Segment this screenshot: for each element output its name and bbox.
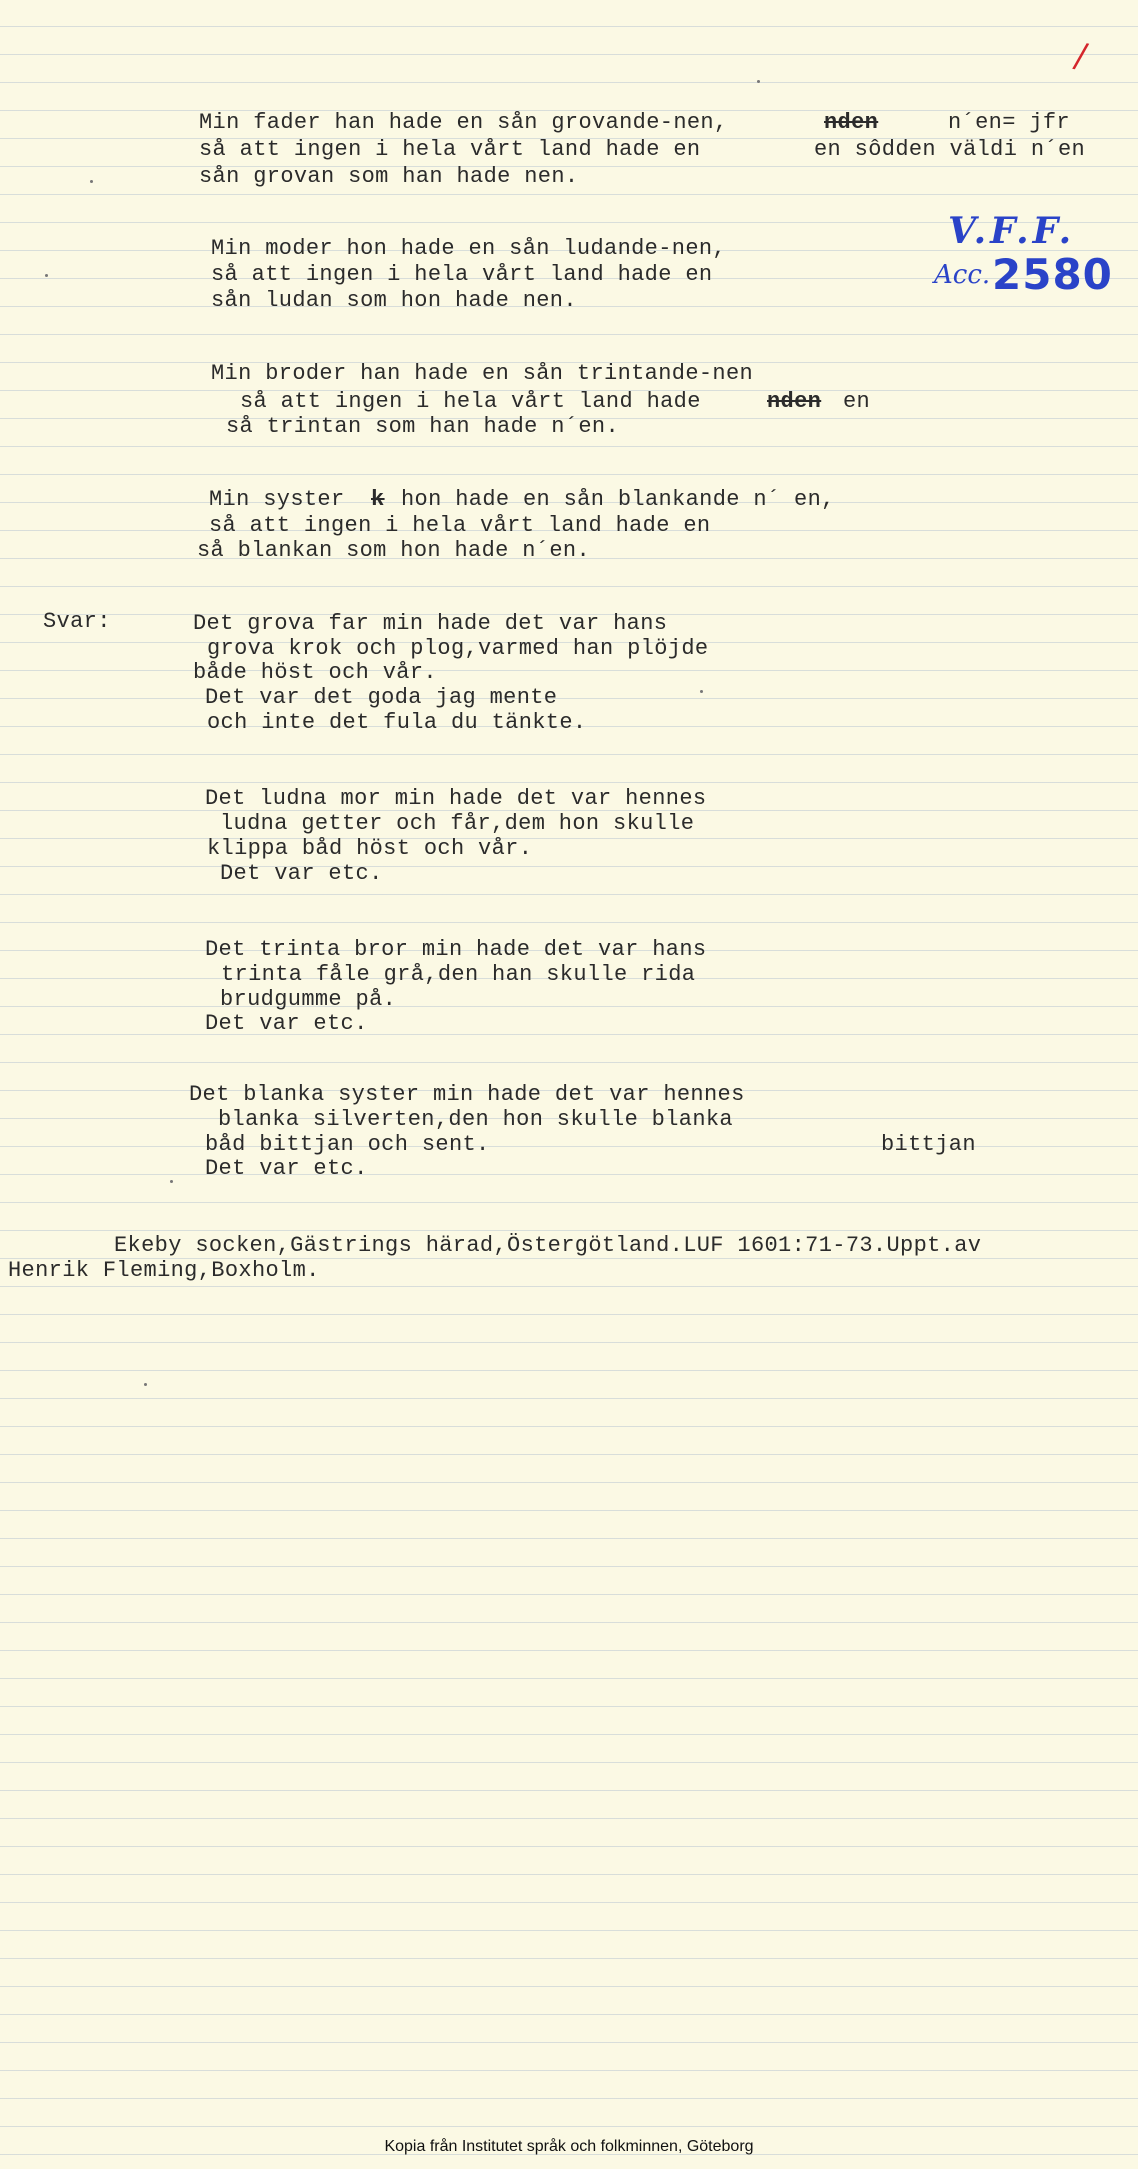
paper-speck (700, 690, 703, 693)
struck-word: nden (824, 110, 879, 135)
verse-4-line-1-start: Min syster (209, 487, 345, 512)
verse-1-line-3: sån grovan som han hade nen. (199, 164, 579, 189)
archive-stamp (934, 210, 1113, 300)
answer-2-line-1: Det ludna mor min hade det var hennes (205, 786, 707, 811)
verse-2-line-2: så att ingen i hela vårt land hade en (211, 262, 713, 287)
paper-speck (45, 274, 48, 277)
verse-2-line-3: sån ludan som hon hade nen. (211, 288, 577, 313)
answer-3-line-1: Det trinta bror min hade det var hans (205, 937, 707, 962)
answer-3-line-3: brudgumme på. (220, 987, 397, 1012)
verse-3-line-2-end: en (843, 389, 871, 414)
answer-2-line-4: Det var etc. (220, 861, 383, 886)
stamp-initials: V.F.F. (948, 210, 1076, 252)
verse-4-line-3: så blankan som hon hade n´en. (197, 538, 591, 563)
answer-4-line-2: blanka silverten,den hon skulle blanka (218, 1107, 733, 1132)
answer-2-line-2: ludna getter och får,dem hon skulle (220, 811, 695, 836)
paper-speck (90, 180, 93, 183)
answer-1-line-5: och inte det fula du tänkte. (207, 710, 587, 735)
margin-note-bittjan: bittjan (881, 1132, 976, 1157)
verse-3-line-1: Min broder han hade en sån trintande-nen (211, 361, 754, 386)
answer-4-line-4: Det var etc. (205, 1156, 368, 1181)
answer-1-line-3: både höst och vår. (193, 660, 437, 685)
source-line-1: Ekeby socken,Gästrings härad,Östergötland.LUF 1601:71-73.Uppt.av (114, 1233, 982, 1258)
answer-3-line-4: Det var etc. (205, 1011, 368, 1036)
struck-word: nden (767, 389, 822, 414)
source-line-2: Henrik Fleming,Boxholm. (8, 1258, 320, 1283)
answer-1-line-2: grova krok och plog,varmed han plöjde (207, 636, 709, 661)
answer-1-line-1: Det grova far min hade det var hans (193, 611, 668, 636)
paper-speck (144, 1383, 147, 1386)
margin-note-1-line-1: n´en= jfr (948, 110, 1070, 135)
verse-1-line-2: så att ingen i hela vårt land hade en (199, 137, 701, 162)
footer-copy-notice: Kopia från Institutet språk och folkminnen, Göteborg (384, 2138, 754, 2155)
verse-3-line-3: så trintan som han hade n´en. (226, 414, 620, 439)
answer-label: Svar: (43, 609, 111, 634)
struck-letter: k (371, 487, 385, 512)
verse-4-line-1-end: hon hade en sån blankande n´ en, (401, 487, 835, 512)
paper-speck (170, 1180, 173, 1183)
answer-4-line-1: Det blanka syster min hade det var hennes (189, 1082, 745, 1107)
answer-3-line-2: trinta fåle grå,den han skulle rida (221, 962, 696, 987)
verse-2-line-1: Min moder hon hade en sån ludande-nen, (211, 236, 726, 261)
paper-speck (757, 80, 760, 83)
verse-1-line-1: Min fader han hade en sån grovande-nen, (199, 110, 728, 135)
answer-4-line-3: båd bittjan och sent. (205, 1132, 490, 1157)
page-mark: / (1070, 35, 1091, 77)
answer-2-line-3: klippa båd höst och vår. (207, 836, 533, 861)
stamp-acc-label: Acc. (934, 260, 991, 290)
margin-note-1-line-2: en sôdden väldi n´en (814, 137, 1086, 162)
verse-4-line-2: så att ingen i hela vårt land hade en (209, 513, 711, 538)
answer-1-line-4: Det var det goda jag mente (205, 685, 558, 710)
stamp-number: 2580 (992, 250, 1113, 299)
verse-3-line-2: så att ingen i hela vårt land hade (240, 389, 701, 414)
